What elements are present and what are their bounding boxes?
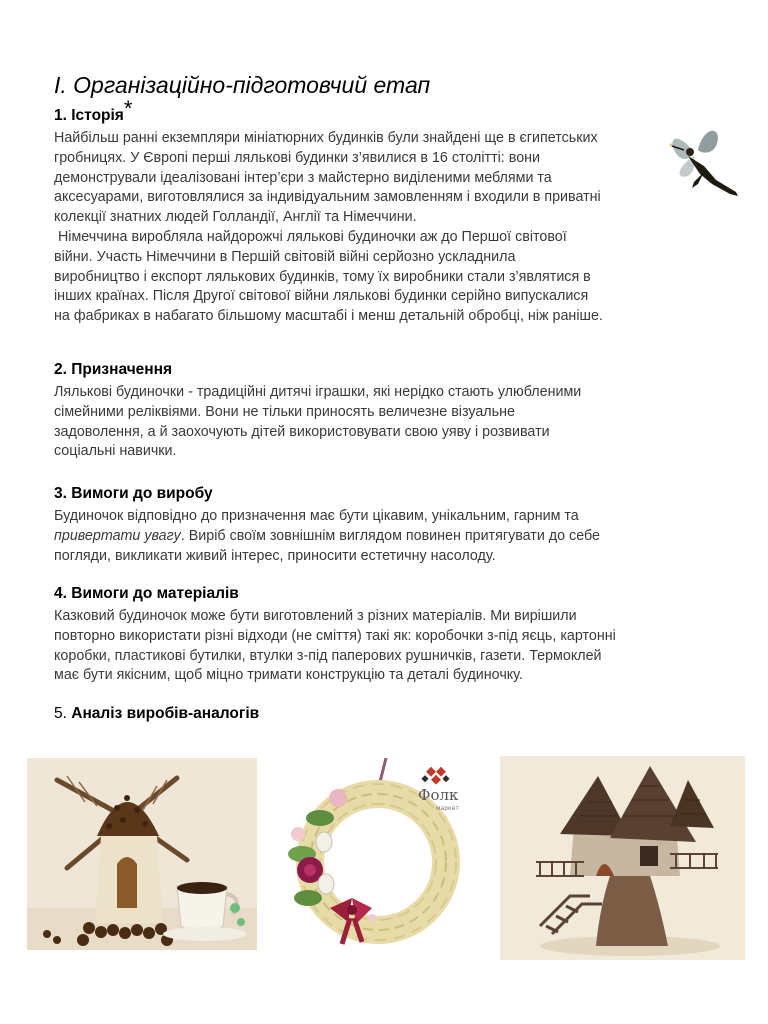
section-heading-history: 1. Історія* — [54, 96, 133, 124]
section-material-requirements — [54, 584, 694, 686]
section-heading-purpose: 2. Призначення — [54, 361, 173, 378]
page-title: I. Організаційно-підготовчий етап — [54, 72, 431, 98]
coffee-bean-windmill-photo — [27, 758, 257, 950]
fairy-treehouse-photo — [500, 756, 745, 960]
section-purpose — [54, 360, 694, 462]
wicker-wreath-photo — [268, 758, 474, 954]
section-heading-product-requirements: 3. Вимоги до виробу — [54, 485, 213, 502]
section-history — [54, 96, 694, 327]
analog-gallery — [0, 756, 768, 966]
section-heading-material-requirements: 4. Вимоги до матеріалів — [54, 585, 239, 602]
section-text-history: Найбільш ранні екземпляри мініатюрних будинків були знайдені ще в єгипетських гробницях. У Європі перші лялькові будинки з’явилися в 16 столітті: вони демонстрували ідеалізовані інтер’єри з майстерно виділеними меблями та аксесуарами, виготовлялися за індивідуальним замовленням і входили в приватні колекції знатних людей Голландії, Англії та Німеччини. Німеччина виробляла найдорожчі лялькові будиночки аж до Першої світової війни. Участь Німеччини в Першій світовій війні серйозно ускладнила виробництво і експорт лялькових будинків, тому їх виробники стали з’являтися в інших країнах. Після Другої світової війни лялькові будинки серійно випускалися на фабриках в набагато більшому масштабі і менш детальній обробці, ніж раніше. — [54, 130, 603, 325]
section-heading-analogs: 5. Аналіз виробів-аналогів — [54, 705, 260, 722]
section-product-requirements — [54, 484, 694, 566]
section-text-purpose: Лялькові будиночки - традиційні дитячі іграшки, які нерідко стають улюбленими сімейними реліквіями. Вони не тільки приносять величезне візуальне задоволення, а й заохочують дітей використовувати свою уяву і розвивати соціальні навички. — [54, 384, 582, 460]
section-text-material-requirements: Казковий будиночок може бути виготовлений з різних матеріалів. Ми вирішили повторно використати різні відходи (не сміття) такі як: коробочки з-під яєць, картонні коробки, пластикові бутилки, втулки з-під паперових рушничків, газети. Термоклей має бути якісним, щоб міцно тримати конструкцію та деталі будиночку. — [54, 608, 616, 684]
svg-text:маркет: маркет — [436, 805, 459, 812]
section-analogs — [54, 704, 694, 727]
svg-text:Фолк: Фолк — [418, 786, 459, 804]
section-text-product-requirements: Будиночок відповідно до призначення має бути цікавим, унікальним, гарним та привертати увагу. Виріб своїм зовнішнім виглядом повинен притягувати до себе погляди, викликати живий інтерес, приносити естетичну насолоду. — [54, 508, 600, 564]
